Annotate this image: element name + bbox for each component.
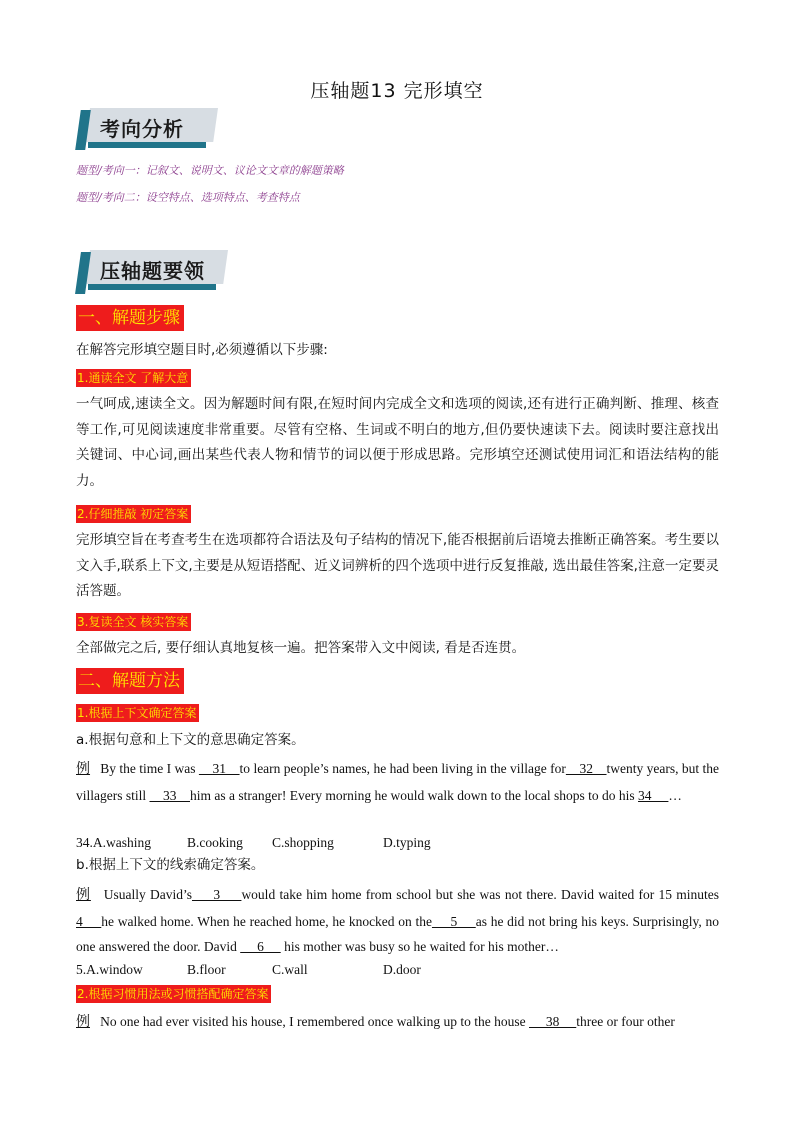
- step-3-text: 全部做完之后, 要仔细认真地复核一遍。把答案带入文中阅读, 看是否连贯。: [76, 640, 526, 656]
- option-b: B.cooking: [187, 835, 243, 850]
- blank-6: 6: [240, 939, 281, 954]
- blank-31: 31: [198, 761, 240, 776]
- blank-32: 32: [565, 761, 607, 776]
- category-line-1: 题型/考向一：记叙文、说明文、议论文文章的解题策略: [76, 164, 344, 177]
- section-banner-key-points: [78, 250, 228, 294]
- step-2-text: 完形填空旨在考查考生在选项都符合语法及句子结构的情况下,能否根据前后语境去推断正确答案。考生要以文入手,联系上下文,主要是从短语搭配、近义词辨析的四个选项中进行反复推敲, 选出最佳答案,注意一定要灵活答题。: [76, 532, 719, 599]
- example-mark: 例: [76, 761, 91, 777]
- example-mark: 例: [76, 887, 91, 903]
- option-d: D.typing: [383, 835, 431, 850]
- option-b: B.floor: [187, 962, 226, 977]
- step-3-label: 3.复读全文 核实答案: [76, 613, 191, 631]
- section-banner-analysis: [78, 108, 218, 152]
- blank-33: 33: [149, 787, 190, 803]
- banner-label: 考向分析: [100, 117, 184, 141]
- blank-3: 3: [191, 887, 242, 902]
- method-1b-title: b.根据上下文的线索确定答案。: [76, 857, 265, 873]
- blank-5: 5: [431, 913, 476, 929]
- step-1-text: 一气呵成,速读全文。因为解题时间有限,在短时间内完成全文和选项的阅读,还有进行正确判断、推理、核查等工作,可见阅读速度非常重要。尽管有空格、生词或不明白的地方,但仍要快速读下去。阅读时要注意找出关键词、中心词,画出某些代表人物和情节的词以便于形成思路。完形填空还测试使用词汇和语法结构的能力。: [76, 396, 719, 489]
- option-a: 34.A.washing: [76, 835, 151, 850]
- category-line-2: 题型/考向二：设空特点、选项特点、考查特点: [76, 191, 300, 204]
- option-a: 5.A.window: [76, 962, 143, 977]
- blank-34: 34: [638, 787, 669, 803]
- example-3: 例 No one had ever visited his house, I remembered once walking up to the house 38 three or four other: [76, 1014, 675, 1030]
- method-2-label: 2.根据习惯用法或习惯搭配确定答案: [76, 985, 271, 1003]
- blank-4: 4: [76, 913, 102, 929]
- option-d: D.door: [383, 962, 421, 977]
- page-title: 压轴题13 完形填空: [310, 80, 484, 102]
- steps-intro: 在解答完形填空题目时,必须遵循以下步骤:: [76, 342, 328, 358]
- section-heading-methods: 二、解题方法: [76, 668, 184, 694]
- option-c: C.wall: [272, 962, 308, 977]
- step-2-label: 2.仔细推敲 初定答案: [76, 505, 191, 523]
- method-1a-title: a.根据句意和上下文的意思确定答案。: [76, 732, 305, 748]
- step-1-label: 1.通读全文 了解大意: [76, 369, 191, 387]
- banner-label: 压轴题要领: [100, 259, 205, 283]
- method-1-label: 1.根据上下文确定答案: [76, 704, 199, 722]
- section-heading-steps: 一、解题步骤: [76, 305, 184, 331]
- option-c: C.shopping: [272, 835, 334, 850]
- example-2: 例 Usually David’s 3 would take him home from school but she was not there. David waited for 15 minutes 4 he walked home. When he reached home, he knocked on the 5 as he did not bring his keys. Surprisingly, no one answered the door. David 6 his mother was busy so he waited for his mother…: [76, 887, 720, 954]
- example-mark: 例: [76, 1014, 90, 1030]
- example-1: 例 By the time I was 31 to learn people’s names, he had been living in the village for 32 twenty years, but the villagers still 33 him as a stranger! Every morning he would walk down to the local shops to do his 34 …: [76, 761, 720, 803]
- blank-38: 38: [529, 1014, 577, 1029]
